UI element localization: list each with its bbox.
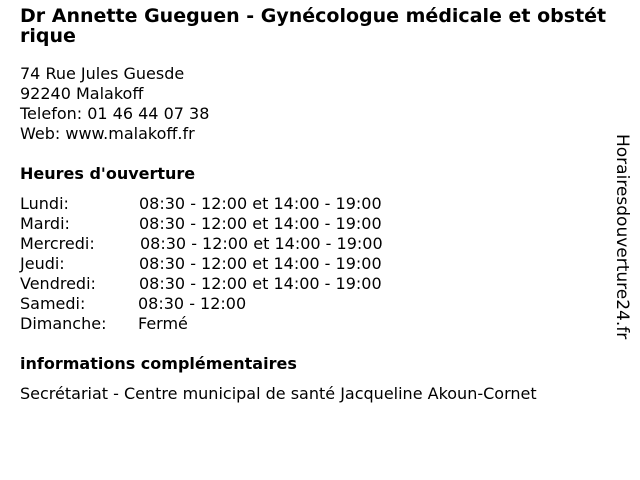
day-label: Dimanche: xyxy=(20,314,107,333)
address-web: Web: www.malakoff.fr xyxy=(20,124,195,143)
day-label: Vendredi: xyxy=(20,274,96,293)
address-street: 74 Rue Jules Guesde xyxy=(20,64,185,83)
day-label: Mercredi: xyxy=(20,234,95,253)
time-value: 08:30 - 12:00 et 14:00 - 19:00 xyxy=(139,254,382,273)
address-block xyxy=(20,64,209,144)
day-label: Lundi: xyxy=(20,194,69,213)
page-title: Dr Annette Gueguen - Gynécologue médicale et obstétrique xyxy=(20,5,607,47)
info-heading: informations complémentaires xyxy=(20,354,297,373)
time-value: 08:30 - 12:00 et 14:00 - 19:00 xyxy=(139,214,382,233)
time-value: 08:30 - 12:00 et 14:00 - 19:00 xyxy=(140,234,383,253)
hours-heading: Heures d'ouverture xyxy=(20,164,196,183)
address-phone: Telefon: 01 46 44 07 38 xyxy=(20,104,210,123)
address-city: 92240 Malakoff xyxy=(20,84,144,103)
time-value: Fermé xyxy=(138,314,188,333)
day-label: Jeudi: xyxy=(20,254,65,273)
day-label: Samedi: xyxy=(20,294,86,313)
info-text: Secrétariat - Centre municipal de santé Jacqueline Akoun-Cornet xyxy=(20,384,537,403)
time-value: 08:30 - 12:00 xyxy=(138,294,247,313)
site-watermark: Horairesdouverture24.fr xyxy=(612,134,632,340)
time-value: 08:30 - 12:00 et 14:00 - 19:00 xyxy=(139,274,382,293)
day-label: Mardi: xyxy=(20,214,70,233)
time-value: 08:30 - 12:00 et 14:00 - 19:00 xyxy=(139,194,382,213)
